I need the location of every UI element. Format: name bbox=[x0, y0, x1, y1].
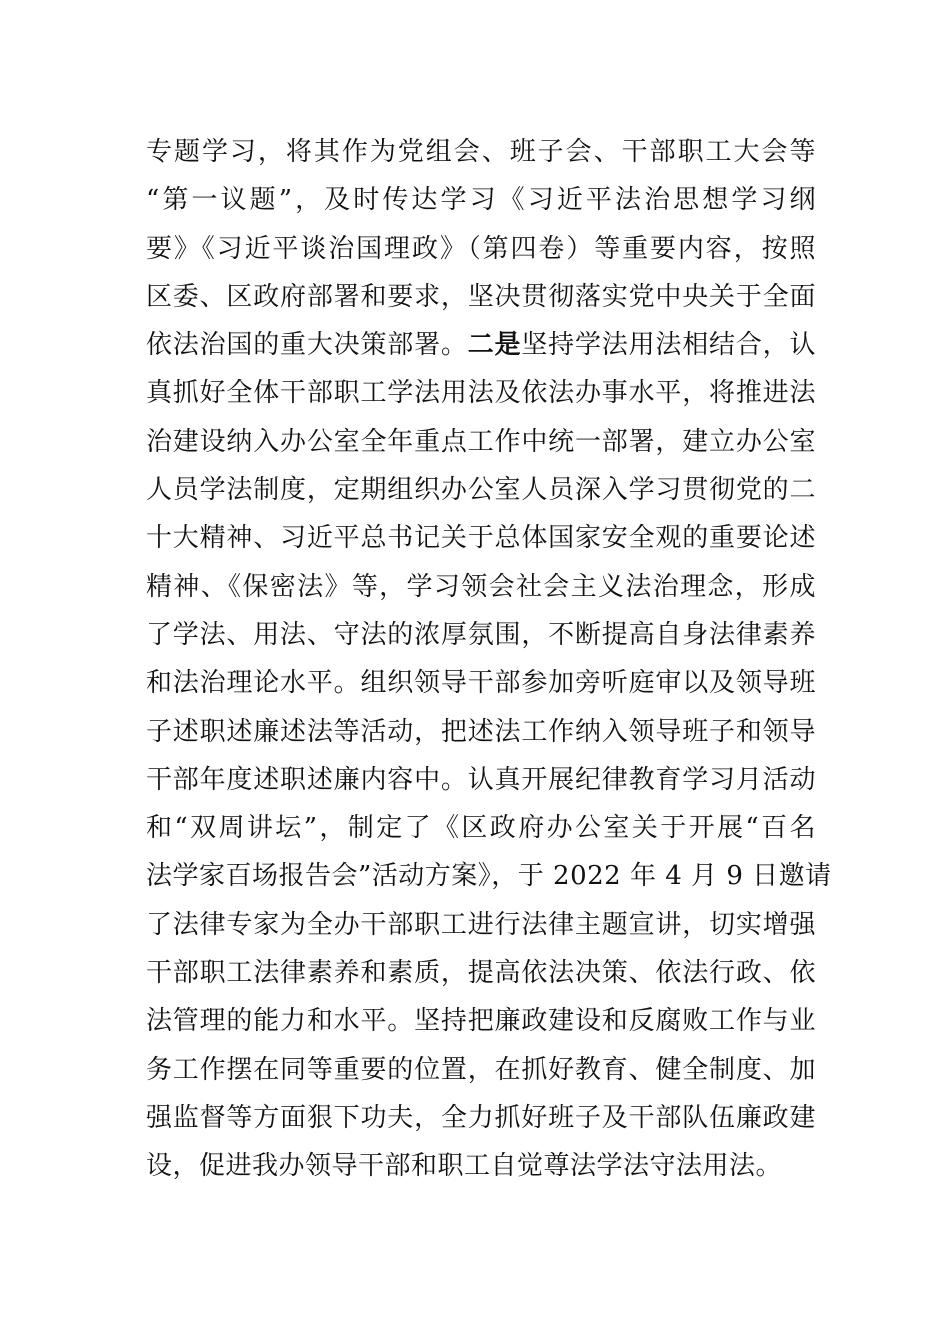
paragraph-line: 干部职工法律素养和素质，提高依法决策、依法行政、依 bbox=[146, 958, 816, 989]
paragraph-line: 强监督等方面狠下功夫，全力抓好班子及干部队伍廉政建 bbox=[146, 1102, 816, 1133]
line-text: 依法治国的重大决策部署。 bbox=[146, 330, 468, 361]
paragraph-line: 十大精神、习近平总书记关于总体国家安全观的重要论述 bbox=[146, 523, 816, 554]
paragraph-line: 要》《习近平谈治国理政》（第四卷）等重要内容，按照 bbox=[146, 233, 816, 264]
paragraph-line: 法学家百场报告会”活动方案》，于 2022 年 4 月 9 日邀请 bbox=[146, 861, 832, 892]
paragraph-line: 和“双周讲坛”，制定了《区政府办公室关于开展“百名 bbox=[146, 813, 816, 844]
paragraph-line: 精神、《保密法》等，学习领会社会主义法治理念，形成 bbox=[146, 571, 816, 602]
paragraph-line: 了学法、用法、守法的浓厚氛围，不断提高自身法律素养 bbox=[146, 619, 816, 650]
paragraph-line: 法管理的能力和水平。坚持把廉政建设和反腐败工作与业 bbox=[146, 1006, 816, 1037]
paragraph-line: 设，促进我办领导干部和职工自觉尊法学法守法用法。 bbox=[146, 1151, 783, 1182]
paragraph-line: 子述职述廉述法等活动，把述法工作纳入领导班子和领导 bbox=[146, 716, 816, 747]
paragraph-line: 区委、区政府部署和要求，坚决贯彻落实党中央关于全面 bbox=[146, 281, 816, 312]
body-paragraph bbox=[146, 128, 832, 1191]
paragraph-line bbox=[146, 321, 816, 369]
paragraph-line: 治建设纳入办公室全年重点工作中统一部署，建立办公室 bbox=[146, 426, 816, 457]
paragraph-line: 了法律专家为全办干部职工进行法律主题宣讲，切实增强 bbox=[146, 909, 816, 940]
paragraph-line: 干部年度述职述廉内容中。认真开展纪律教育学习月活动 bbox=[146, 764, 816, 795]
paragraph-line: “第一议题”，及时传达学习《习近平法治思想学习纲 bbox=[146, 185, 816, 216]
emphasis-label: 二是 bbox=[467, 330, 522, 361]
paragraph-line: 务工作摆在同等重要的位置，在抓好教育、健全制度、加 bbox=[146, 1054, 816, 1085]
paragraph-line: 专题学习，将其作为党组会、班子会、干部职工大会等 bbox=[146, 137, 816, 167]
paragraph-line: 人员学法制度，定期组织办公室人员深入学习贯彻党的二 bbox=[146, 475, 816, 506]
paragraph-line: 真抓好全体干部职工学法用法及依法办事水平，将推进法 bbox=[146, 378, 816, 409]
line-text: 坚持学法用法相结合，认 bbox=[521, 330, 816, 361]
paragraph-line: 和法治理论水平。组织领导干部参加旁听庭审以及领导班 bbox=[146, 668, 816, 699]
